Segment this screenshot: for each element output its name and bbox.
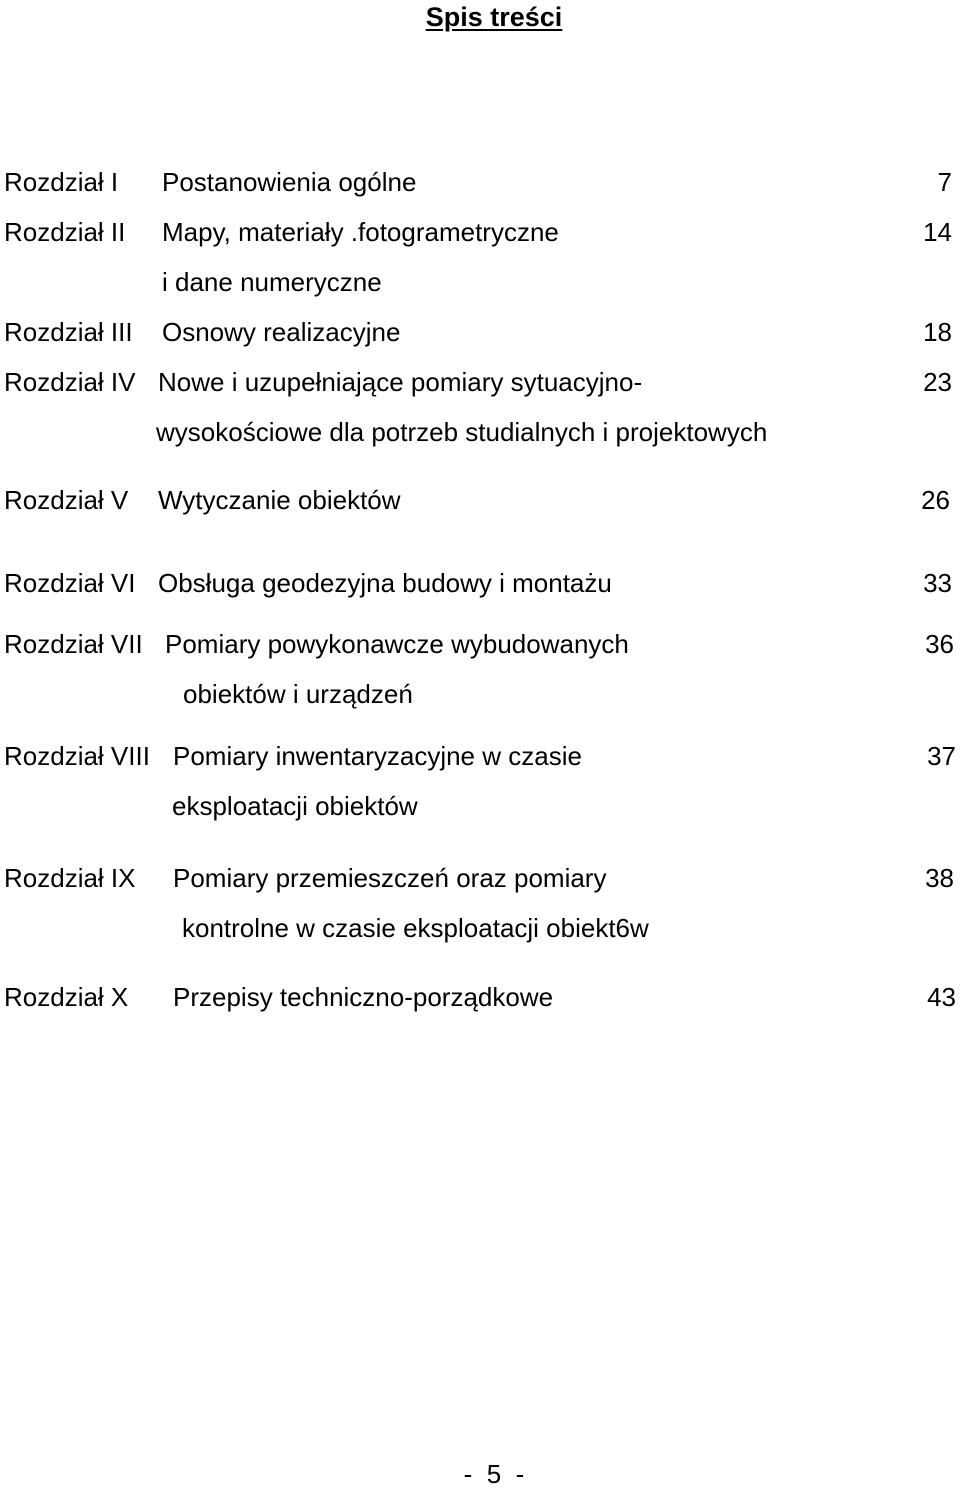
toc-title-8: Pomiary inwentaryzacyjne w czasie	[173, 741, 582, 771]
toc-title-8-cont: eksploatacji obiektów	[172, 791, 418, 821]
toc-label-2: Rozdział II	[4, 217, 126, 247]
toc-page-3: 18	[923, 317, 952, 347]
toc-page-7: 36	[925, 629, 954, 659]
toc-title-3: Osnowy realizacyjne	[162, 317, 401, 347]
toc-label-4: Rozdział IV	[4, 367, 136, 397]
toc-title-4: Nowe i uzupełniające pomiary sytuacyjno-	[158, 367, 643, 397]
toc-title-2-cont: i dane numeryczne	[162, 267, 382, 297]
toc-page-9: 38	[925, 863, 954, 893]
toc-page-1: 7	[937, 167, 952, 197]
toc-title-1: Postanowienia ogólne	[162, 167, 417, 197]
toc-title-2: Mapy, materiały .fotogrametryczne	[162, 217, 559, 247]
toc-page-5: 26	[921, 485, 950, 515]
toc-title-10: Przepisy techniczno-porządkowe	[173, 982, 554, 1012]
page-title: Spis treści	[425, 2, 563, 32]
toc-page-4: 23	[923, 367, 952, 397]
toc-label-5: Rozdział V	[4, 485, 129, 515]
toc-title-7-cont: obiektów i urządzeń	[183, 679, 413, 709]
toc-label-8: Rozdział VIII	[4, 741, 150, 771]
toc-title-6: Obsługa geodezyjna budowy i montażu	[158, 568, 612, 598]
toc-page-10: 43	[927, 982, 956, 1012]
toc-label-1: Rozdział I	[4, 167, 119, 197]
toc-title-5: Wytyczanie obiektów	[158, 485, 401, 515]
toc-title-7: Pomiary powykonawcze wybudowanych	[165, 629, 629, 659]
toc-page-6: 33	[923, 568, 952, 598]
toc-page-2: 14	[923, 217, 952, 247]
page-number-footer: - 5 -	[463, 1459, 525, 1489]
toc-label-9: Rozdział IX	[4, 863, 136, 893]
toc-label-6: Rozdział VI	[4, 568, 136, 598]
toc-page-8: 37	[927, 741, 956, 771]
toc-label-3: Rozdział III	[4, 317, 133, 347]
toc-title-9: Pomiary przemieszczeń oraz pomiary	[173, 863, 607, 893]
toc-label-10: Rozdział X	[4, 982, 129, 1012]
toc-title-9-cont: kontrolne w czasie eksploatacji obiekt6w	[182, 913, 649, 943]
toc-title-4-cont: wysokościowe dla potrzeb studialnych i projektowych	[156, 417, 768, 447]
toc-label-7: Rozdział VII	[4, 629, 143, 659]
